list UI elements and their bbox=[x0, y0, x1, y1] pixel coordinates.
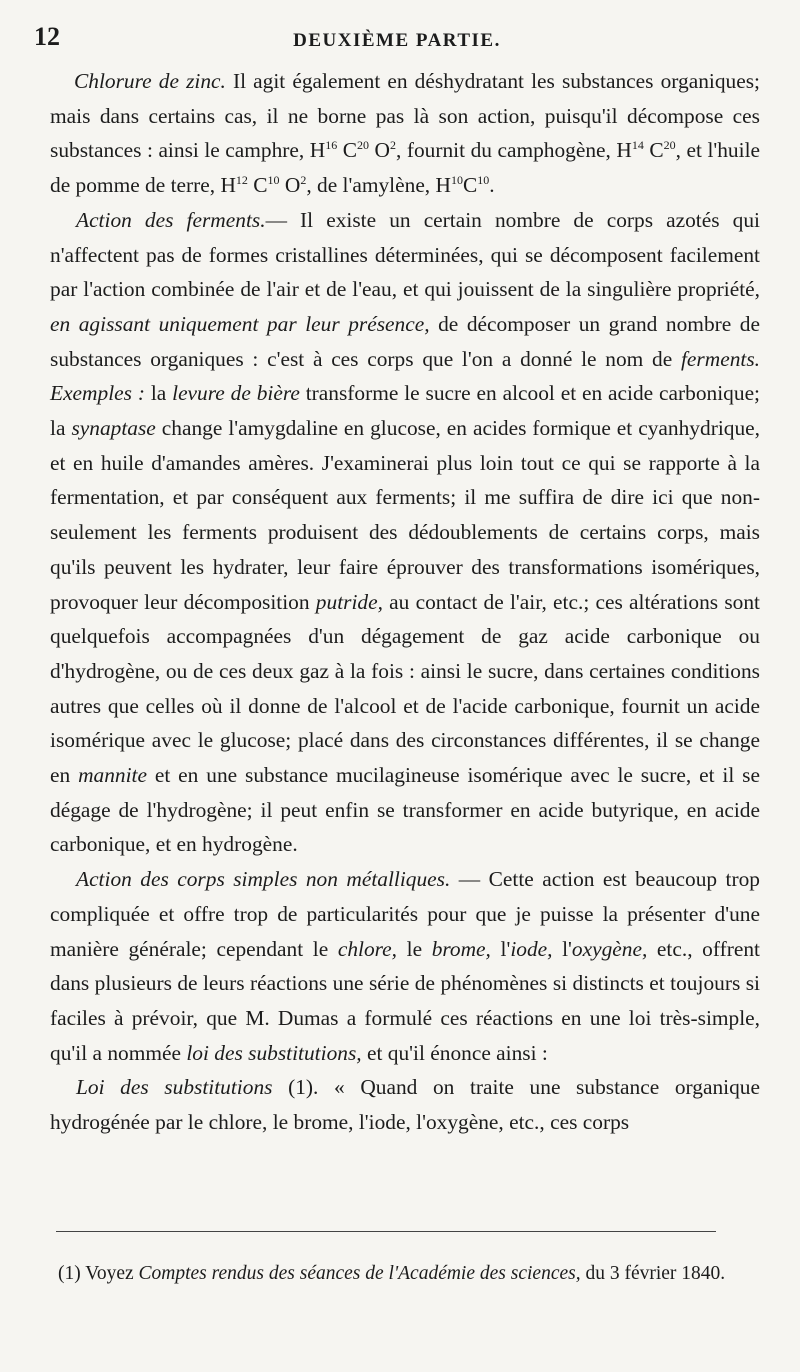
superscript: 20 bbox=[663, 138, 676, 153]
paragraph-heading: Loi des substitutions bbox=[76, 1075, 273, 1100]
page-header bbox=[34, 22, 760, 56]
emphasis: levure de bière bbox=[172, 381, 300, 406]
page-number: 12 bbox=[34, 22, 60, 51]
emphasis: synaptase bbox=[71, 416, 156, 441]
emphasis: iode, bbox=[510, 936, 553, 961]
paragraph-chlorure-de-zinc: Chlorure de zinc. Il agit également en déshydratant les substances organiques; mais dans certains cas, il ne borne pas là son action, puisqu'il décompose ces substances : ainsi le camphre, $H^{16}$ $C^{20}$ $O^2$, fournit du camphogène, $H^{14}$ $C^{20}$, et l'huile de pomme de terre, $H^{12}$ $C^{10}$ $O^2$, de l'amylène, $H^{10}C^{10}$. bbox=[50, 69, 761, 198]
superscript: 10 bbox=[477, 173, 490, 188]
superscript: 14 bbox=[631, 138, 644, 153]
superscript: 20 bbox=[357, 138, 370, 153]
footnote bbox=[58, 1260, 760, 1288]
superscript: 16 bbox=[325, 138, 338, 153]
superscript: 2 bbox=[300, 173, 307, 188]
superscript: 10 bbox=[267, 173, 280, 188]
emphasis: en agissant uniquement par leur présence, bbox=[50, 311, 430, 336]
paragraph-action-des-ferments: Action des ferments.— Il existe un certain nombre de corps azotés qui n'affectent pas de formes cristallines déterminées, qui se décomposent facilement par l'action combinée de l'air et de l'eau, et qui jouissent de la singulière propriété, en agissant uniquement par leur présence, de décomposer un grand nombre de substances organiques : c'est à ces corps que l'on a donné le nom de ferments. Exemples : la levure de bière transforme le sucre en alcool et en acide carbonique; la synaptase change l'amygdaline en glucose, en acides formique et cyanhydrique, et en huile d'amandes amères. J'examinerai plus loin tout ce qui se rapporte à la fermentation, et par conséquent aux ferments; il me suffira de dire ici que non-seulement les ferments produisent des dédoublements de certains corps, mais qu'ils peuvent les hydrater, leur faire éprouver des transformations isomériques, provoquer leur décomposition putride, au contact de l'air, etc.; ces altérations sont quelquefois accompagnées d'un dégagement de gaz acide carbonique ou d'hydrogène, ou de ces deux gaz à la fois : ainsi le sucre, dans certaines conditions autres que celles où il donne de l'alcool et de l'acide carbonique, fournit un acide isomérique avec le glucose; placé dans des circonstances différentes, il se change en mannite et en une substance mucilagineuse isomérique avec le sucre, et il se dégage de l'hydrogène; il peut enfin se transformer en acide butyrique, en acide carbonique, et en hydrogène. bbox=[50, 207, 761, 857]
emphasis: brome, bbox=[431, 936, 491, 961]
superscript: 10 bbox=[450, 173, 463, 188]
emphasis: oxygène, bbox=[571, 936, 648, 961]
superscript: 12 bbox=[235, 173, 248, 188]
paragraph-heading: Action des ferments. bbox=[76, 207, 266, 232]
paragraph-corps-simples: Action des corps simples non métalliques. — Cette action est beaucoup trop compliquée et offre trop de particularités pour que je puisse la présenter d'une manière générale; cependant le chlore, le brome, l'iode, l'oxygène, etc., offrent dans plusieurs de leurs réactions une série de phénomènes si distincts et toujours si faciles à prévoir, que M. Dumas a formulé ces réactions en une loi très-simple, qu'il a nommée loi des substitutions, et qu'il énonce ainsi : bbox=[50, 867, 760, 1065]
paragraph-heading: Action des corps simples non métalliques. bbox=[76, 867, 451, 892]
footnote-divider bbox=[56, 1231, 716, 1232]
paragraph-loi-des-substitutions: Loi des substitutions (1). « Quand on traite une substance organique hydrogénée par le chlore, le brome, l'iode, l'oxygène, etc., ces corps bbox=[50, 1075, 760, 1135]
footnote-text: (1) Voyez Comptes rendus des séances de l'Académie des sciences, du 3 février 1840. bbox=[58, 1263, 726, 1284]
emphasis: Comptes rendus des séances de l'Académie des sciences, bbox=[138, 1263, 581, 1284]
running-head: DEUXIÈME PARTIE. bbox=[293, 30, 501, 51]
emphasis: mannite bbox=[78, 763, 147, 788]
body-text bbox=[50, 64, 760, 1140]
superscript: 2 bbox=[389, 138, 396, 153]
paragraph-heading: Chlorure de zinc. bbox=[74, 69, 226, 93]
emphasis: loi des substitutions, bbox=[186, 1040, 362, 1065]
emphasis: chlore, bbox=[337, 936, 398, 961]
emphasis: ferments. Exemples : bbox=[50, 346, 760, 406]
emphasis: putride, bbox=[315, 589, 383, 614]
